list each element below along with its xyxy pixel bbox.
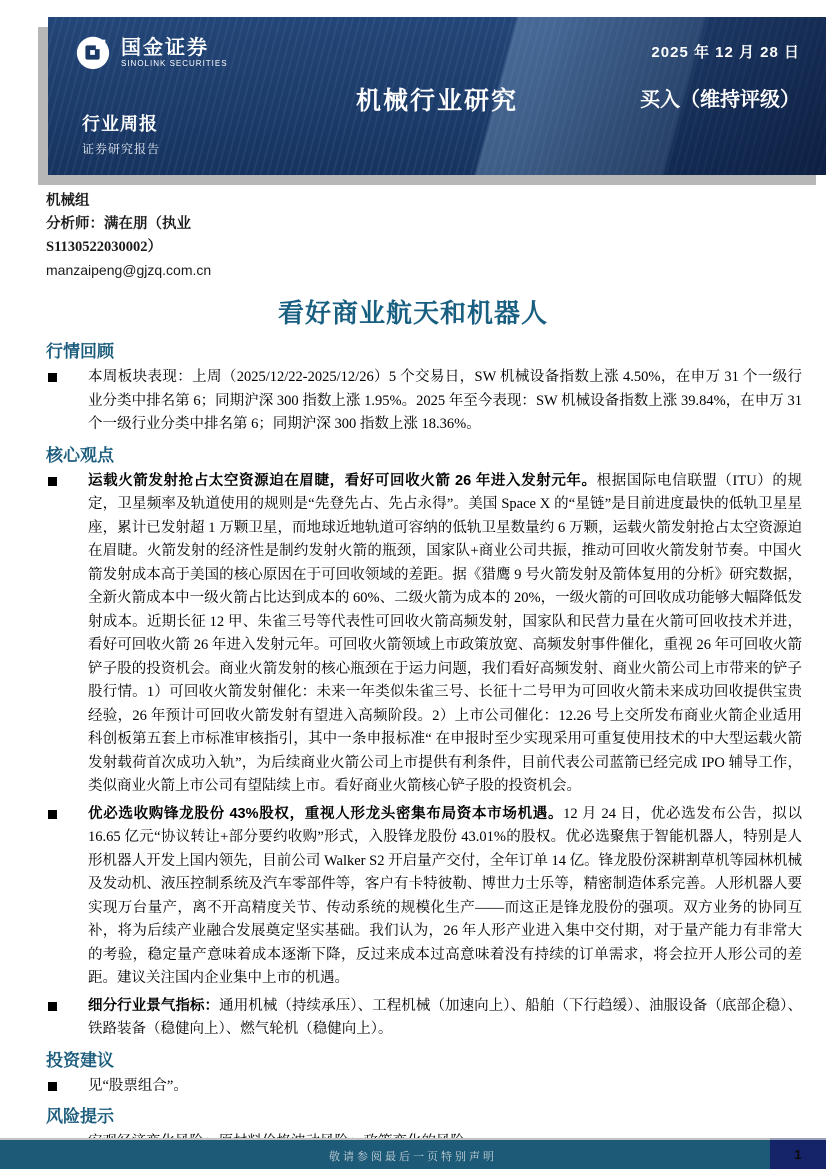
report-body xyxy=(46,335,802,1159)
analyst-group: 机械组 xyxy=(46,193,90,209)
bullet-body: 本周板块表现：上周（2025/12/22-2025/12/26）5 个交易日，SW 机械设备指数上涨 4.50%，在申万 31 个一级行业分类中排名第 6；同期沪深 300 指数上涨 1.95%。2025 年至今表现：SW 机械设备指数上涨 39.84%，在申万 31 个一级行业分类中排名第 6；同期沪深 300 指数上涨 18.36%。 xyxy=(88,369,802,432)
bullet-lead: 细分行业景气指标： xyxy=(88,997,220,1014)
bullet-square-icon xyxy=(48,1002,57,1011)
bullet-square-icon xyxy=(48,373,57,382)
bullet-square-icon xyxy=(48,810,57,819)
report-header xyxy=(48,17,826,175)
page-number: 1 xyxy=(794,1147,802,1162)
bullet-item xyxy=(46,995,802,1042)
bullet-text xyxy=(88,1075,802,1099)
brand xyxy=(74,33,228,71)
rating-badge: 买入（维持评级） xyxy=(640,89,800,111)
bullet-square-icon xyxy=(48,1082,57,1091)
sinolink-logo-icon xyxy=(74,33,112,71)
report-series-title: 机械行业研究 xyxy=(355,87,518,115)
analyst-email-link[interactable]: manzaipeng@gjzq.com.cn xyxy=(46,262,212,278)
bullet-item xyxy=(46,803,802,991)
page-footer xyxy=(0,1138,826,1169)
report-date: 2025 年 12 月 28 日 xyxy=(651,44,800,61)
analyst-license-line: S1130522030002） xyxy=(46,239,163,255)
page-number-box xyxy=(770,1138,826,1169)
brand-text xyxy=(121,37,228,68)
bullet-body: 通用机械（持续承压）、工程机械（加速向上）、船舶（下行趋缓）、油服设备（底部企稳）、铁路装备（稳健向上）、燃气轮机（稳健向上）。 xyxy=(88,997,803,1037)
bullet-item xyxy=(46,470,802,799)
page-title: 看好商业航天和机器人 xyxy=(277,298,548,328)
section-heading-market-review: 行情回顾 xyxy=(46,342,114,361)
bullet-body: 见“股票组合”。 xyxy=(88,1077,188,1094)
bullet-text xyxy=(88,995,802,1042)
report-type-label: 行业周报 xyxy=(82,114,158,134)
footer-disclaimer: 敬请参阅最后一页特别声明 xyxy=(329,1151,497,1163)
brand-subtitle: SINOLINK SECURITIES xyxy=(121,58,228,68)
section-heading-risk-warning: 风险提示 xyxy=(46,1107,114,1126)
bullet-body: 12 月 24 日，优必选发布公告，拟以 16.65 亿元“协议转让+部分要约收购”形式，入股锋龙股份 43.01%的股权。优必选聚焦于智能机器人，特别是人形机器人开发上国内领先，目前公司 Walker S2 开启量产交付，全年订单 14 亿。锋龙股份深耕割草机等园林机械及发动机、液压控制系统及汽车零部件等，客户有卡特彼勒、博世力士乐等，精密制造体系完善。人形机器人要实现万台量产，离不开高精度关节、传动系统的规模化生产——而这正是锋龙股份的强项。双方业务的协同互补，将为后续产业融合发展奠定坚实基础。我们认为，26 年人形产业进入集中交付期，对于量产能力有非常大的考验，稳定量产意味着成本逐渐下降，反过来成本过高意味着没有持续的订单需求，将会拉开人形公司的差距。建议关注国内企业集中上市的机遇。 xyxy=(88,805,802,986)
bullet-text xyxy=(88,366,802,437)
bullet-text xyxy=(88,470,802,799)
report-subtype-label: 证券研究报告 xyxy=(82,142,161,156)
bullet-item xyxy=(46,1075,802,1099)
bullet-body: 根据国际电信联盟（ITU）的规定，卫星频率及轨道使用的规则是“先登先占、先占永得”。美国 Space X 的“星链”是目前进度最快的低轨卫星星座，累计已发射超 1 万颗卫星，而地球近地轨道可容纳的低轨卫星数量约 6 万颗，运载火箭发射抢占太空资源迫在眉睫。火箭发射的经济性是制约发射火箭的瓶颈，国家队+商业公司共振，推动可回收火箭发射节奏。中国火箭发射成本高于美国的核心原因在于可回收领域的差距。据《猎鹰 9 号火箭发射及箭体复用的分析》研究数据，全新火箭成本中一级火箭占比达到成本的 60%、二级火箭为成本的 20%，一级火箭的可回收成功能够大幅降低发射成本。近期长征 12 甲、朱雀三号等代表性可回收火箭高频发射，国家队和民营力量在火箭可回收技术并进，看好可回收火箭 26 年进入发射元年。可回收火箭领域上市政策放宽、高频发射事件催化，重视 26 年可回收火箭铲子股的投资机会。商业火箭发射的核心瓶颈在于运力问题，我们看好高频发射、商业火箭公司上市带来的铲子股行情。1）可回收火箭发射催化：未来一年类似朱雀三号、长征十二号甲为可回收火箭未来成功回收提供宝贵经验，26 年预计可回收火箭发射有望进入高频阶段。2）上市公司催化：12.26 号上交所发布商业火箭企业适用科创板第五套上市标准审核指引，其中一条申报标准“ 在申报时至少实现采用可重复使用技术的中大型运载火箭发射载荷首次成功入轨”，为后续商业火箭公司上市提供有利条件，目前代表公司蓝箭已经完成 IPO 辅导工作，类似商业火箭上市公司有望陆续上市。看好商业火箭核心铲子股的投资机会。 xyxy=(88,472,802,794)
analyst-name-line: 分析师：满在朋（执业 xyxy=(46,216,191,232)
bullet-lead: 优必选收购锋龙股份 43%股权，重视人形龙头密集布局资本市场机遇。 xyxy=(88,805,564,822)
brand-name: 国金证券 xyxy=(121,36,209,59)
section-heading-investment-advice: 投资建议 xyxy=(46,1050,114,1070)
bullet-item xyxy=(46,366,802,437)
bullet-square-icon xyxy=(48,477,57,486)
section-heading-core-views: 核心观点 xyxy=(46,445,114,465)
bullet-text xyxy=(88,803,802,991)
bullet-lead: 运载火箭发射抢占太空资源迫在眉睫，看好可回收火箭 26 年进入发射元年。 xyxy=(88,472,597,489)
analyst-block xyxy=(46,190,406,282)
